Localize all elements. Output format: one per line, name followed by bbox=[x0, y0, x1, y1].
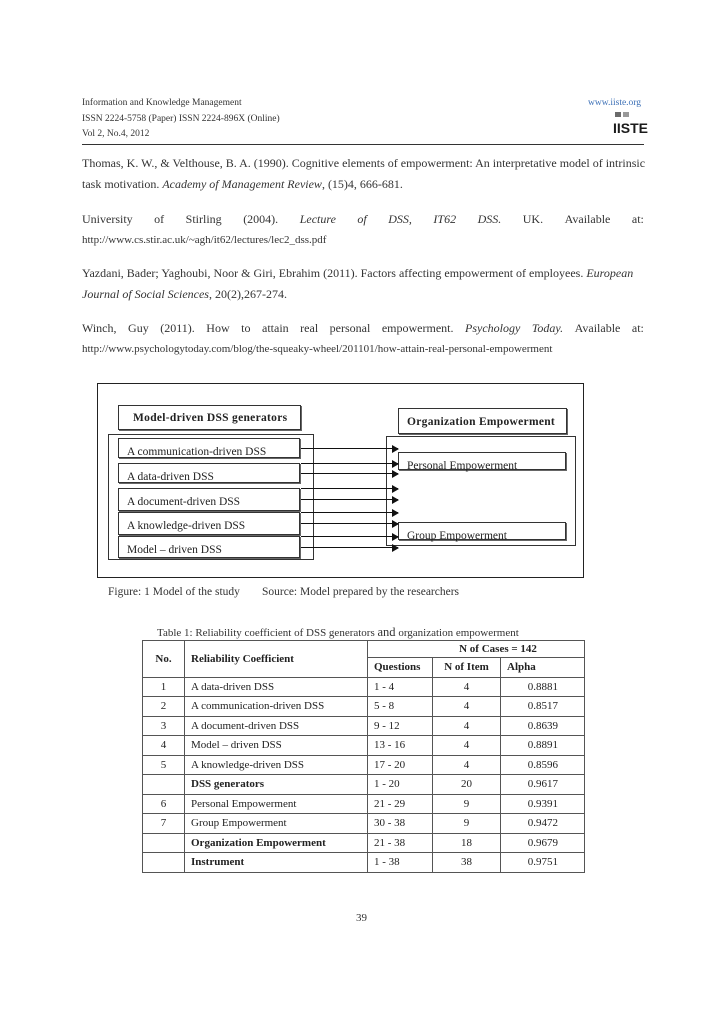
word: real bbox=[300, 321, 319, 335]
row-alpha: 0.9617 bbox=[501, 775, 585, 795]
dss-item-model: Model – driven DSS bbox=[118, 536, 300, 558]
word: of bbox=[357, 212, 367, 226]
row-number: 1 bbox=[143, 677, 185, 697]
word: of bbox=[154, 212, 165, 226]
table-row bbox=[143, 736, 585, 756]
word: attain bbox=[262, 321, 289, 335]
reference-winch bbox=[82, 318, 644, 360]
reference-yazdani bbox=[82, 263, 644, 305]
arrow bbox=[301, 448, 398, 449]
word: to bbox=[241, 321, 251, 335]
reference-url-link[interactable]: http://www.psychologytoday.com/blog/the-squeaky-wheel/201101/how-attain-real-personal-empowerment bbox=[82, 343, 553, 355]
row-items: 4 bbox=[433, 755, 501, 775]
reference-line bbox=[82, 209, 644, 230]
row-name: Personal Empowerment bbox=[185, 794, 368, 814]
volume-line: Vol 2, No.4, 2012 bbox=[82, 129, 150, 139]
caption-text: Table 1: Reliability coefficient of DSS generators bbox=[157, 627, 378, 639]
reference-stirling bbox=[82, 209, 644, 251]
row-name: Model – driven DSS bbox=[185, 736, 368, 756]
arrow bbox=[301, 512, 398, 513]
row-questions: 1 - 20 bbox=[368, 775, 433, 795]
reference-line bbox=[82, 318, 644, 339]
row-number bbox=[143, 833, 185, 853]
word: (2004). bbox=[243, 212, 279, 226]
word: Winch, bbox=[82, 321, 117, 335]
row-items: 38 bbox=[433, 853, 501, 873]
row-number bbox=[143, 775, 185, 795]
arrow bbox=[301, 523, 398, 524]
row-questions: 17 - 20 bbox=[368, 755, 433, 775]
row-alpha: 0.9391 bbox=[501, 794, 585, 814]
row-items: 18 bbox=[433, 833, 501, 853]
word: DSS. bbox=[477, 212, 502, 226]
figure-caption: Figure: 1 Model of the study bbox=[108, 586, 240, 598]
row-name: A communication-driven DSS bbox=[185, 697, 368, 717]
table-row bbox=[143, 794, 585, 814]
row-name: Instrument bbox=[185, 853, 368, 873]
word: at: bbox=[631, 321, 644, 335]
word: IT62 bbox=[433, 212, 457, 226]
table-row bbox=[143, 697, 585, 717]
personal-empowerment-box: Personal Empowerment bbox=[398, 452, 566, 470]
caption-text: and bbox=[377, 625, 396, 639]
model-figure bbox=[97, 383, 584, 578]
row-alpha: 0.8881 bbox=[501, 677, 585, 697]
header-questions: Questions bbox=[368, 658, 433, 678]
word: Stirling bbox=[185, 212, 222, 226]
word: Today. bbox=[531, 321, 564, 335]
row-items: 4 bbox=[433, 697, 501, 717]
row-name: A knowledge-driven DSS bbox=[185, 755, 368, 775]
reference-text: , 20(2),267-274. bbox=[208, 287, 287, 301]
word: DSS, bbox=[388, 212, 412, 226]
row-questions: 13 - 16 bbox=[368, 736, 433, 756]
figure-source: Source: Model prepared by the researchers bbox=[262, 586, 460, 598]
row-number bbox=[143, 853, 185, 873]
dss-item-communication: A communication-driven DSS bbox=[118, 438, 300, 458]
dss-item-data: A data-driven DSS bbox=[118, 463, 300, 483]
word: (2011). bbox=[160, 321, 195, 335]
group-empowerment-box: Group Empowerment bbox=[398, 522, 566, 540]
dss-item-document: A document-driven DSS bbox=[118, 488, 300, 511]
row-name: A data-driven DSS bbox=[185, 677, 368, 697]
row-questions: 9 - 12 bbox=[368, 716, 433, 736]
header-items: N of Item bbox=[433, 658, 501, 678]
reference-thomas bbox=[82, 153, 644, 195]
right-title-box: Organization Empowerment bbox=[398, 408, 567, 434]
row-number: 3 bbox=[143, 716, 185, 736]
row-number: 7 bbox=[143, 814, 185, 834]
row-questions: 1 - 38 bbox=[368, 853, 433, 873]
table-row bbox=[143, 716, 585, 736]
word: empowerment. bbox=[381, 321, 454, 335]
row-number: 2 bbox=[143, 697, 185, 717]
reference-line: Thomas, K. W., & Velthouse, B. A. (1990). Cognitive elements of empowerment: An interpretative model of intrinsic bbox=[82, 156, 646, 170]
row-number: 6 bbox=[143, 794, 185, 814]
word: personal bbox=[329, 321, 371, 335]
arrow bbox=[301, 463, 398, 464]
page-number: 39 bbox=[356, 912, 367, 924]
row-number: 5 bbox=[143, 755, 185, 775]
journal-title: European bbox=[586, 266, 634, 280]
header-alpha: Alpha bbox=[501, 658, 585, 678]
arrow bbox=[301, 536, 398, 537]
row-alpha: 0.8596 bbox=[501, 755, 585, 775]
row-alpha: 0.9751 bbox=[501, 853, 585, 873]
table-row bbox=[143, 755, 585, 775]
row-items: 9 bbox=[433, 794, 501, 814]
word: Guy bbox=[128, 321, 149, 335]
word: Lecture bbox=[299, 212, 336, 226]
table-row bbox=[143, 853, 585, 873]
header-cases: N of Cases = 142 bbox=[368, 641, 585, 658]
journal-url-link[interactable]: www.iiste.org bbox=[588, 98, 642, 108]
arrow bbox=[301, 488, 398, 489]
arrow bbox=[301, 473, 398, 474]
header-coefficient: Reliability Coefficient bbox=[185, 641, 368, 678]
issn-line: ISSN 2224-5758 (Paper) ISSN 2224-896X (Online) bbox=[82, 114, 280, 124]
table-row bbox=[143, 677, 585, 697]
reliability-table bbox=[142, 640, 585, 873]
row-name: A document-driven DSS bbox=[185, 716, 368, 736]
journal-name: Information and Knowledge Management bbox=[82, 98, 242, 108]
row-alpha: 0.9472 bbox=[501, 814, 585, 834]
header-no: No. bbox=[143, 641, 185, 678]
reference-text: Yazdani, Bader; Yaghoubi, Noor & Giri, Ebrahim (2011). Factors affecting empowerment of employees. bbox=[82, 266, 587, 280]
table-row bbox=[143, 775, 585, 795]
header-rule bbox=[82, 144, 644, 145]
row-questions: 1 - 4 bbox=[368, 677, 433, 697]
row-questions: 21 - 29 bbox=[368, 794, 433, 814]
logo-text: IISTE bbox=[613, 120, 649, 136]
row-number: 4 bbox=[143, 736, 185, 756]
reference-text: , (15)4, 666-681. bbox=[321, 177, 403, 191]
word: at: bbox=[631, 212, 644, 226]
row-alpha: 0.9679 bbox=[501, 833, 585, 853]
row-items: 4 bbox=[433, 677, 501, 697]
row-name: Organization Empowerment bbox=[185, 833, 368, 853]
word: University bbox=[82, 212, 133, 226]
row-alpha: 0.8639 bbox=[501, 716, 585, 736]
word: UK. bbox=[522, 212, 544, 226]
word: Available bbox=[564, 212, 611, 226]
row-items: 4 bbox=[433, 736, 501, 756]
row-alpha: 0.8517 bbox=[501, 697, 585, 717]
row-questions: 5 - 8 bbox=[368, 697, 433, 717]
caption-text: organization empowerment bbox=[395, 627, 519, 639]
row-items: 9 bbox=[433, 814, 501, 834]
iiste-logo bbox=[612, 110, 649, 136]
row-questions: 30 - 38 bbox=[368, 814, 433, 834]
table-header-row bbox=[143, 641, 585, 658]
row-name: Group Empowerment bbox=[185, 814, 368, 834]
dss-item-knowledge: A knowledge-driven DSS bbox=[118, 512, 300, 535]
row-alpha: 0.8891 bbox=[501, 736, 585, 756]
reference-text: task motivation. bbox=[82, 177, 163, 191]
table-caption bbox=[157, 625, 519, 640]
row-items: 4 bbox=[433, 716, 501, 736]
word: Psychology bbox=[465, 321, 521, 335]
row-name: DSS generators bbox=[185, 775, 368, 795]
arrow bbox=[301, 499, 398, 500]
table-row bbox=[143, 814, 585, 834]
reference-url-link[interactable]: http://www.cs.stir.ac.uk/~agh/it62/lectures/lec2_dss.pdf bbox=[82, 234, 327, 246]
row-items: 20 bbox=[433, 775, 501, 795]
table-row bbox=[143, 833, 585, 853]
word: Available bbox=[574, 321, 621, 335]
row-questions: 21 - 38 bbox=[368, 833, 433, 853]
left-title-box: Model-driven DSS generators bbox=[118, 405, 301, 430]
journal-title: Academy of Management Review bbox=[162, 177, 322, 191]
word: How bbox=[206, 321, 230, 335]
arrow bbox=[301, 547, 398, 548]
journal-title: Journal of Social Sciences bbox=[82, 287, 209, 301]
